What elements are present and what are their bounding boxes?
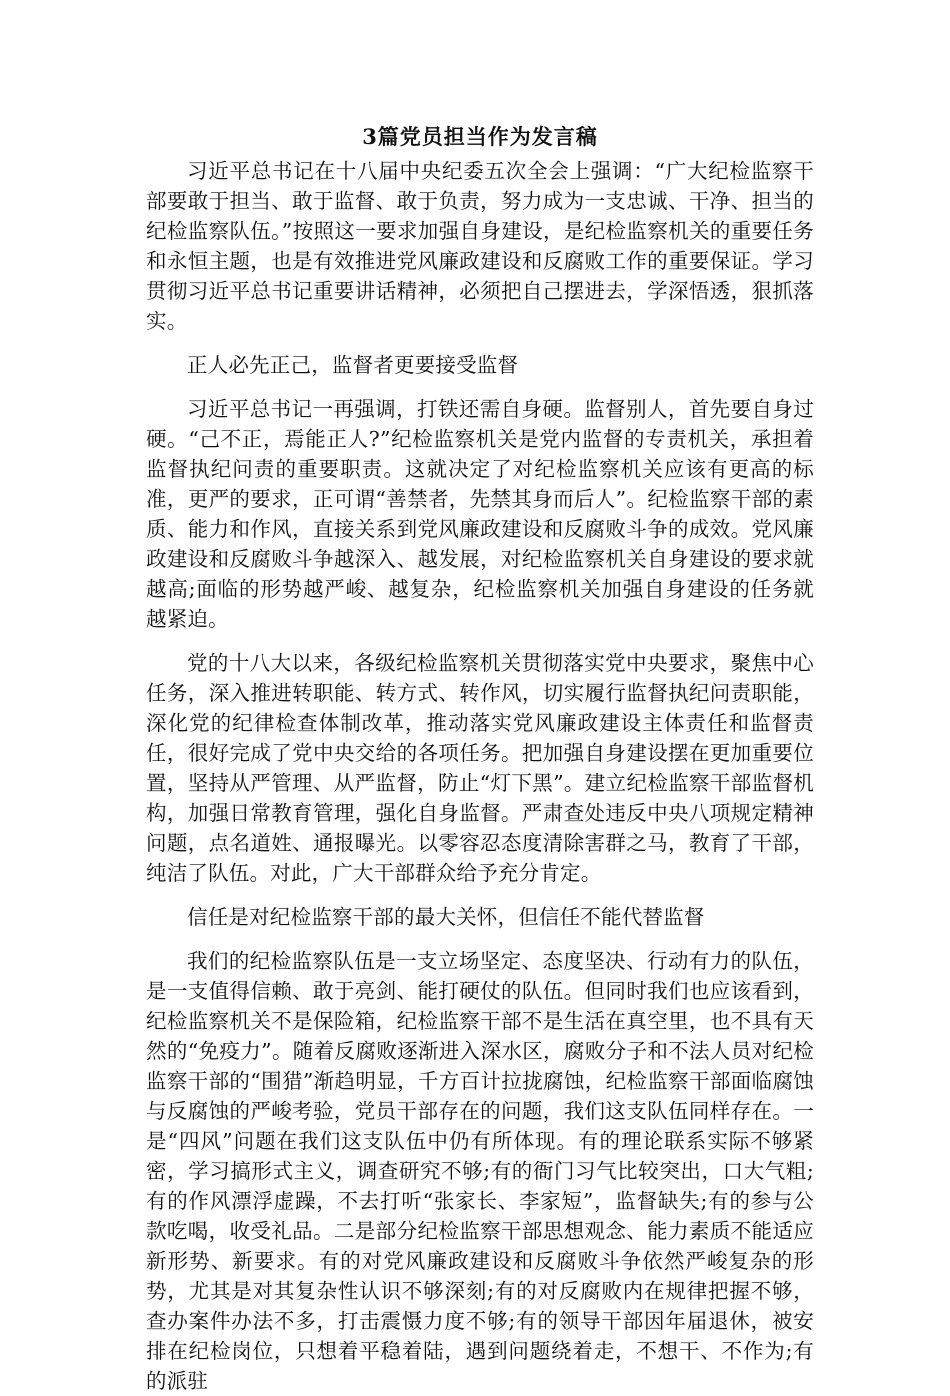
paragraph-intro: 习近平总书记在十八届中央纪委五次全会上强调：“广大纪检监察干部要敢于担当、敢于监督、敢于负责，努力成为一支忠诚、干净、担当的纪检监察队伍。”按照这一要求加强自身建设，是纪检监察机关的重要任务和永恒主题，也是有效推进党风廉政建设和反腐败工作的重要保证。学习贯彻习近平总书记重要讲话精神，必须把自己摆进去，学深悟透，狠抓落实。 — [146, 159, 814, 333]
paragraph-body: 我们的纪检监察队伍是一支立场坚定、态度坚决、行动有力的队伍，是一支值得信赖、敢于亮剑、能打硬仗的队伍。但同时我们也应该看到，纪检监察机关不是保险箱，纪检监察干部不是生活在真空里，也不具有天然的“免疫力”。随着反腐败逐渐进入深水区，腐败分子和不法人员对纪检监察干部的“围猎”渐趋明显，千方百计拉拢腐蚀，纪检监察干部面临腐蚀与反腐蚀的严峻考验，党员干部存在的问题，我们这支队伍同样存在。一是“四风”问题在我们这支队伍中仍有所体现。有的理论联系实际不够紧密，学习搞形式主义，调查研究不够;有的衙门习气比较突出，口大气粗;有的作风漂浮虚躁，不去打听“张家长、李家短”，监督缺失;有的参与公款吃喝，收受礼品。二是部分纪检监察干部思想观念、能力素质不能适应新形势、新要求。有的对党风廉政建设和反腐败斗争依然严峻复杂的形势，尤其是对其复杂性认识不够深刻;有的对反腐败内在规律把握不够，查办案件办法不多，打击震慑力度不够;有的领导干部因年届退休，被安排在纪检岗位，只想着平稳着陆，遇到问题绕着走，不想干、不作为;有的派驻 — [146, 949, 814, 1393]
paragraph-body: 习近平总书记一再强调，打铁还需自身硬。监督别人，首先要自身过硬。“己不正，焉能正人?”纪检监察机关是党内监督的专责机关，承担着监督执纪问责的重要职责。这就决定了对纪检监察机关应该有更高的标准，更严的要求，正可谓“善禁者，先禁其身而后人”。纪检监察干部的素质、能力和作风，直接关系到党风廉政建设和反腐败斗争的成效。党风廉政建设和反腐败斗争越深入、越发展，对纪检监察机关自身建设的要求就越高;面临的形势越严峻、越复杂，纪检监察机关加强自身建设的任务就越紧迫。 — [146, 397, 814, 631]
paragraph-body: 党的十八大以来，各级纪检监察机关贯彻落实党中央要求，聚焦中心任务，深入推进转职能、转方式、转作风，切实履行监督执纪问责职能，深化党的纪律检查体制改革，推动落实党风廉政建设主体责任和监督责任，很好完成了党中央交给的各项任务。把加强自身建设摆在更加重要位置，坚持从严管理、从严监督，防止“灯下黑”。建立纪检监察干部监督机构，加强日常教育管理，强化自身监督。严肃查处违反中央八项规定精神问题，点名道姓、通报曝光。以零容忍态度清除害群之马，教育了干部，纯洁了队伍。对此，广大干部群众给予充分肯定。 — [146, 651, 814, 885]
section-heading-1: 正人必先正己，监督者更要接受监督 — [187, 353, 519, 377]
document-body — [146, 122, 814, 1396]
section-heading-2: 信任是对纪检监察干部的最大关怀，但信任不能代替监督 — [187, 905, 705, 929]
document-title: 3篇党员担当作为发言稿 — [362, 124, 598, 149]
